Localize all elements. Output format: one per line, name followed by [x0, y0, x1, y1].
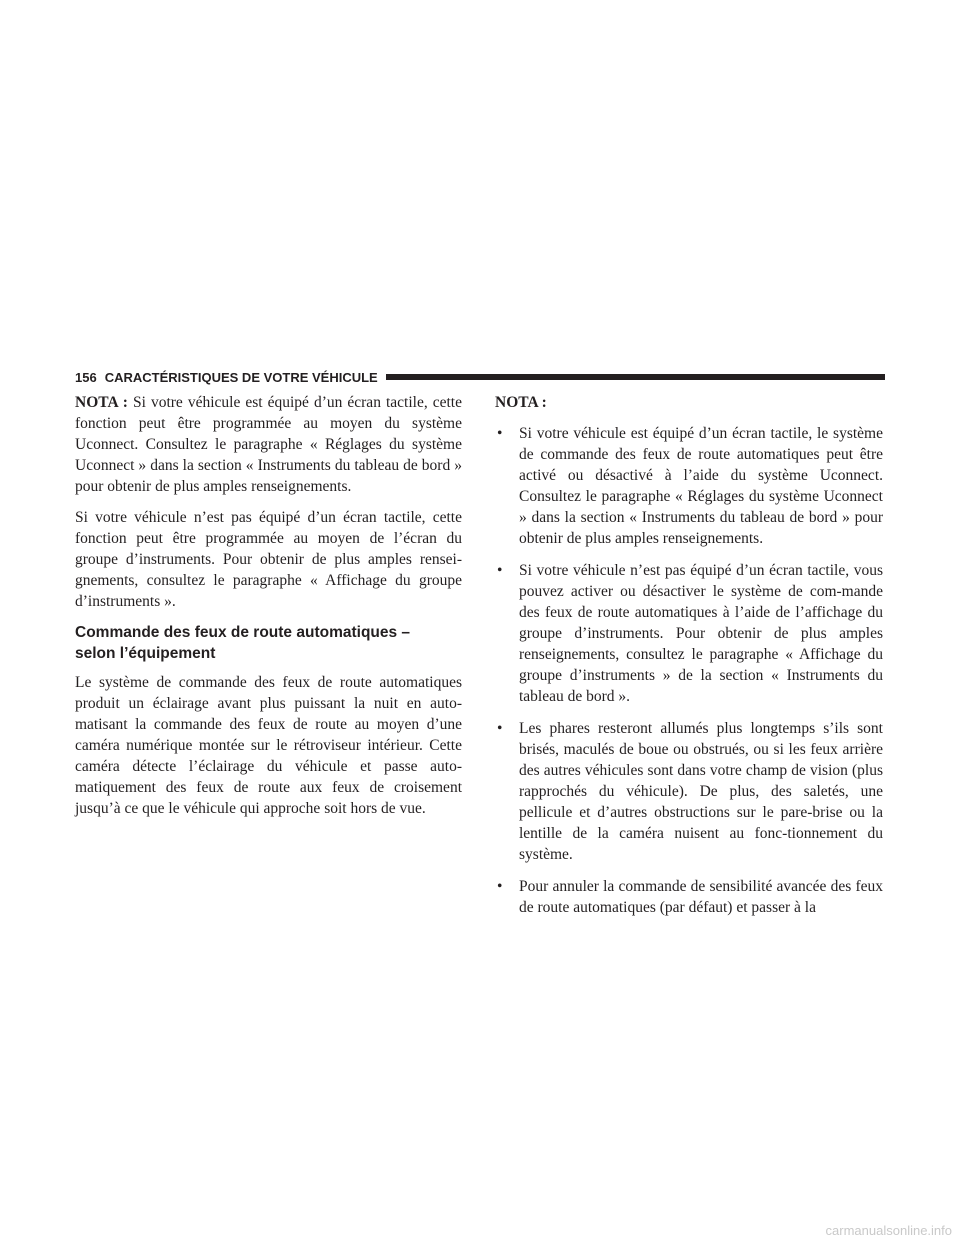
list-item — [495, 560, 883, 707]
page-header — [75, 367, 885, 387]
list-item-text: Si votre véhicule est équipé d’un écran tactile, le système de commande des feux de route automatiques peut être activé ou désactivé à l’aide du système Uconnect. Consultez le paragraphe « Réglages du système Uconnect » dans la section « Instruments du tableau de bord » pour obtenir de plus amples renseignements. — [519, 425, 883, 547]
list-item — [495, 876, 883, 918]
note-label: NOTA : — [75, 394, 128, 411]
bullet-icon: • — [497, 878, 503, 895]
list-item — [495, 423, 883, 549]
note-paragraph — [75, 392, 462, 497]
note-heading: NOTA : — [495, 394, 547, 411]
paragraph-cluster-display: Si votre véhicule n’est pas équipé d’un écran tactile, cette fonction peut être programmée au moyen de l’écran du groupe d’instruments. Pour obtenir de plus amples rensei-gnements, consultez le paragraphe « Affichage du groupe d’instruments ». — [75, 509, 462, 610]
note-text: Si votre véhicule est équipé d’un écran tactile, cette fonction peut être programmée au moyen du système Uconnect. Consultez le paragraphe « Réglages du système Uconnect » dans la section « Instruments du tableau de bord » pour obtenir de plus amples renseignements. — [75, 394, 462, 495]
right-column — [495, 392, 883, 929]
watermark: carmanualsonline.info — [825, 1223, 952, 1238]
bullet-icon: • — [497, 425, 503, 442]
section-heading — [75, 622, 462, 664]
left-column — [75, 392, 462, 829]
list-item-text: Si votre véhicule n’est pas équipé d’un écran tactile, vous pouvez activer ou désactiver le système de com-mande des feux de route automatiques à l’aide de l’affichage du groupe d’instruments. Pour obtenir de plus amples renseignements, consultez le paragraphe « Affichage du groupe d’instruments » de la section « Instruments du tableau de bord ». — [519, 562, 883, 705]
page-number: 156 — [75, 369, 97, 385]
chapter-title: CARACTÉRISTIQUES DE VOTRE VÉHICULE — [104, 369, 378, 385]
list-item — [495, 718, 883, 865]
note-bullet-list — [495, 423, 883, 918]
bullet-icon: • — [497, 562, 503, 579]
list-item-text: Les phares resteront allumés plus longtemps s’ils sont brisés, maculés de boue ou obstrués, ou si les feux arrière des autres véhicules sont dans votre champ de vision (plus rapprochés du véhicule). De plus, des saletés, une pellicule et d’autres obstructions sur le pare-brise ou la lentille de la caméra nuisent au fonc-tionnement du système. — [519, 720, 883, 863]
section-heading-line2: selon l’équipement — [75, 645, 216, 662]
bullet-icon: • — [497, 720, 503, 737]
list-item-text: Pour annuler la commande de sensibilité avancée des feux de route automatiques (par défaut) et passer à la — [519, 878, 883, 916]
paragraph-description: Le système de commande des feux de route automatiques produit un éclairage avant plus puissant la nuit en auto-matisant la commande des feux de route au moyen d’une caméra numérique montée sur le rétroviseur intérieur. Cette caméra détecte l’éclairage du véhicule et passe auto-matiquement des feux de route aux feux de croisement jusqu’à ce que le véhicule qui approche soit hors de vue. — [75, 674, 462, 817]
section-heading-line1: Commande des feux de route automatiques – — [75, 624, 411, 641]
header-rule — [386, 374, 885, 380]
